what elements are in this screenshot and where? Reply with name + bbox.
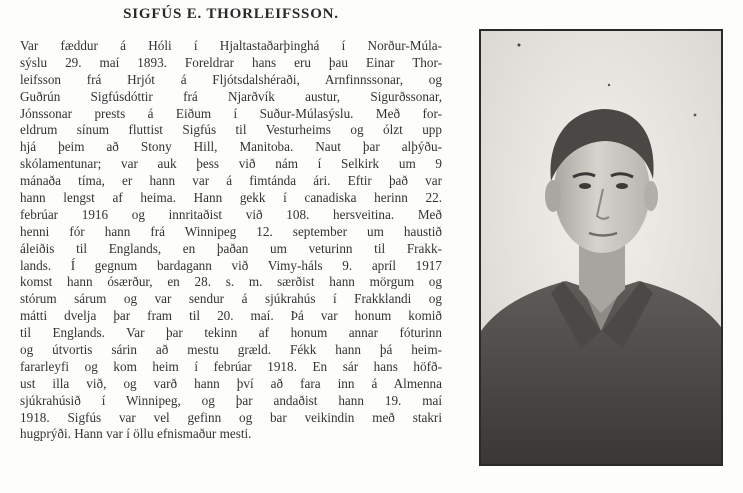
portrait-illustration	[481, 31, 721, 464]
body-line: hjá þeim að Stony Hill, Manitoba. Naut þar alþýðu-	[20, 139, 442, 155]
body-line: Var fæddur á Hóli í Hjaltastaðarþinghá í Norður-Múla-	[20, 38, 442, 53]
body-line: hann lengst af heima. Hann gekk í canadiska herinn 22.	[20, 190, 442, 206]
body-line: stórum sárum og var sendur á sjúkrahús í Frakklandi og	[20, 291, 442, 307]
body-line: mánaða tíma, er hann var á fimtánda ári. Eftir það var	[20, 173, 442, 189]
body-line: leifsson frá Hrjót á Fljótsdalshéraði, Arnfinnssonar, og	[20, 71, 442, 87]
article-body	[20, 38, 442, 443]
body-line: til Englands. Var þar tekinn af honum annar fóturinn	[20, 325, 442, 341]
body-line: hugprýði. Hann var í öllu efnismaður mesti.	[20, 426, 252, 442]
body-line: lands. Í gegnum bardagann við Vimy-háls 9. apríl 1917	[20, 257, 442, 273]
body-line: Guðrún Sigfúsdóttir frá Njarðvík austur, Sigurðssonar,	[20, 88, 442, 104]
body-line: komst hann ósærður, en 28. s. m. særðist hann mörgum og	[20, 274, 442, 290]
body-line: mátti dvelja þar fram til 20. maí. Þá var honum komið	[20, 308, 442, 324]
body-line: Jónssonar prests á Eiðum í Suður-Múlasýslu. Með for-	[20, 105, 442, 121]
body-line: áleiðis til Englands, en þaðan um veturinn til Frakk-	[20, 240, 442, 256]
body-line: sjúkrahúsið í Winnipeg, og þar andaðist hann 19. maí	[20, 392, 442, 408]
article-title: SIGFÚS E. THORLEIFSSON.	[123, 6, 339, 22]
portrait-photo	[479, 29, 723, 466]
body-line: henni fór hann frá Winnipeg 12. september um haustið	[20, 223, 442, 239]
body-line: sýslu 29. maí 1893. Foreldrar hans eru þau Einar Thor-	[20, 54, 442, 70]
body-line: fararleyfi og kom heim í febrúar 1918. En sár hans höfð-	[20, 358, 442, 374]
body-line: og útvortis sárin að mestu græld. Fékk hann þá heim-	[20, 342, 442, 358]
body-line: skólamentunar; var auk þess við nám í Selkirk um 9	[20, 156, 442, 172]
body-line: ust illa við, og varð hann því að fara inn á Almenna	[20, 375, 442, 391]
body-line: eldrum sínum fluttist Sigfús til Vesturheims og ólzt upp	[20, 122, 442, 138]
body-line: 1918. Sigfús var vel gefinn og bar veikindin með stakri	[20, 409, 442, 425]
body-line: febrúar 1916 og innritaðist við 108. hersveitina. Með	[20, 206, 442, 222]
